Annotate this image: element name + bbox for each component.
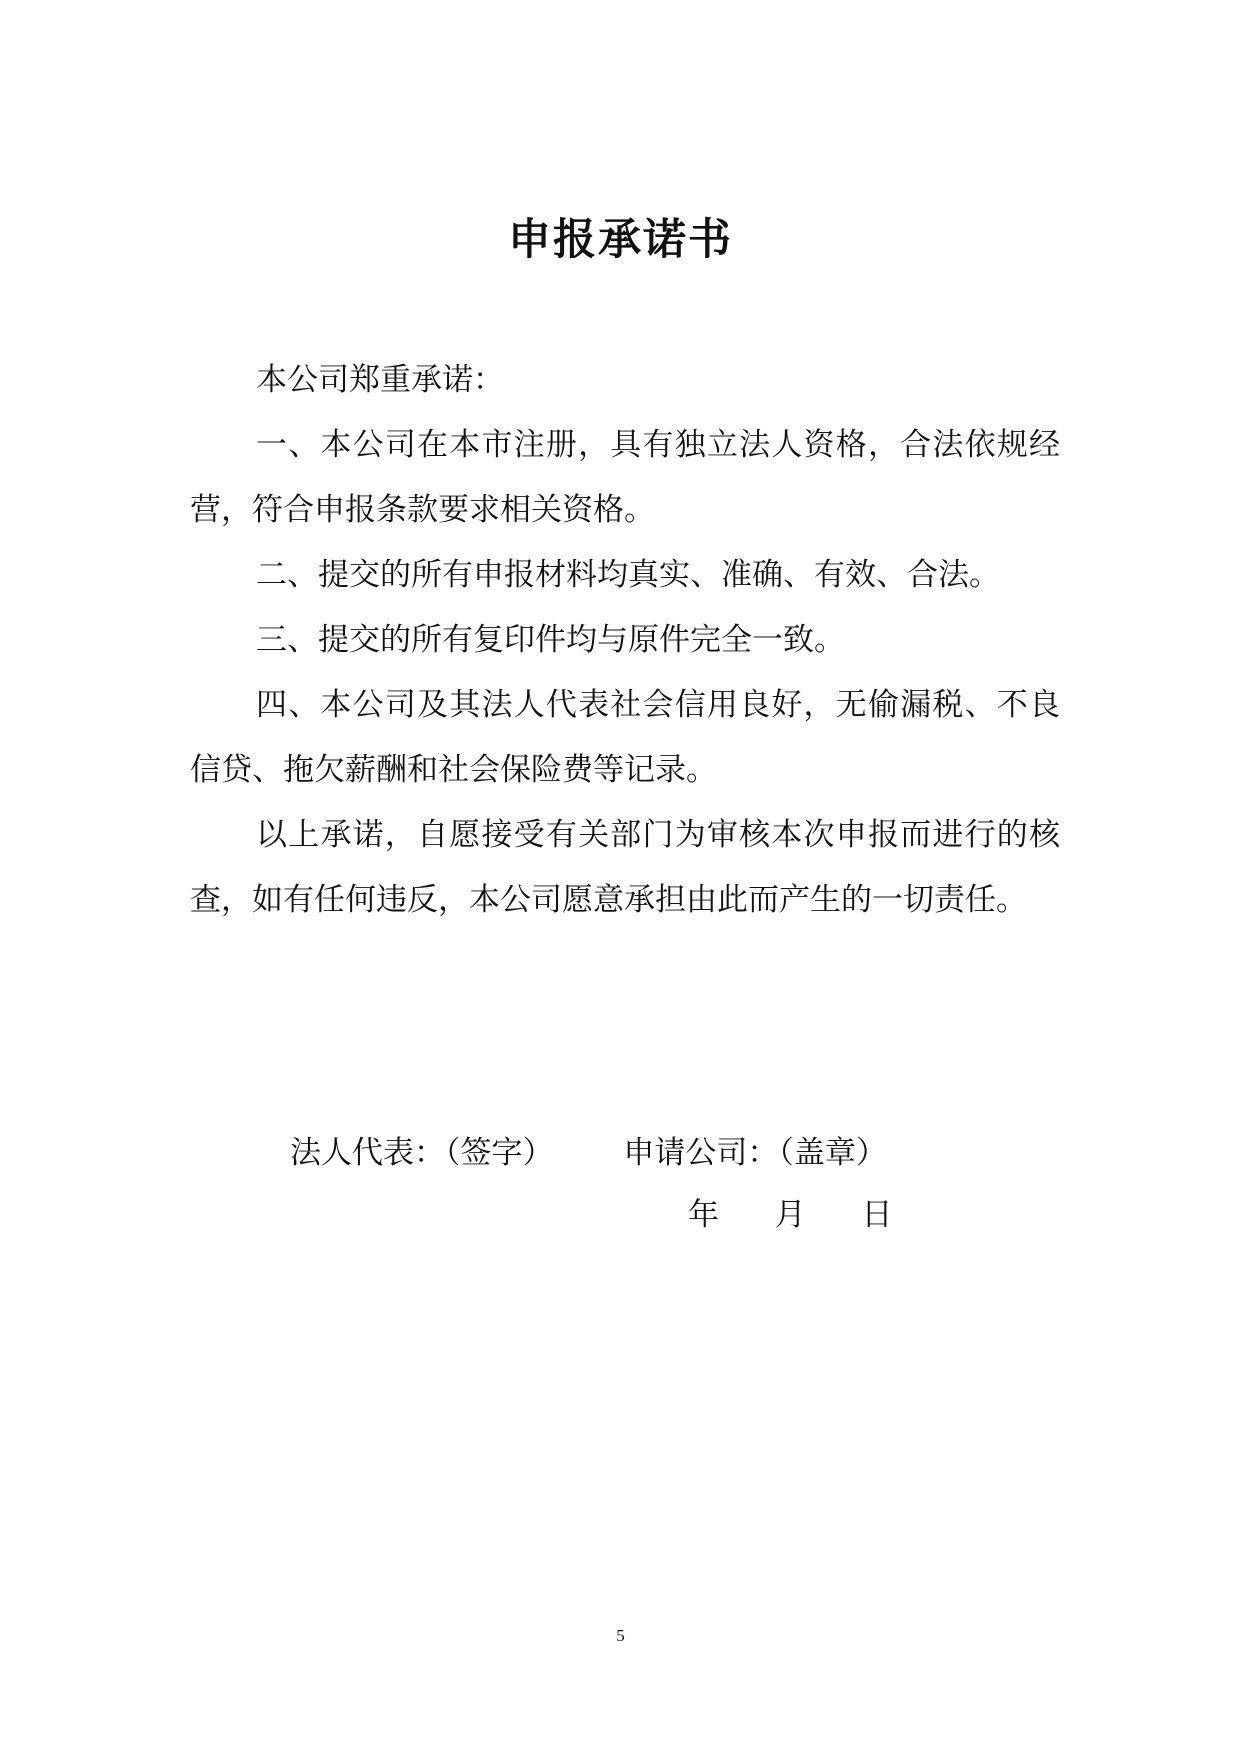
paragraph-item-3: 三、提交的所有复印件均与原件完全一致。 [256,622,845,658]
document-body [190,348,1060,933]
paragraph-item-1: 一、本公司在本市注册，具有独立法人资格，合法依规经营，符合申报条款要求相关资格。 [190,427,1060,528]
date-line [688,1190,892,1240]
paragraph-item-4: 四、本公司及其法人代表社会信用良好，无偷漏税、不良信贷、拖欠薪酬和社会保险费等记录。 [190,687,1060,788]
page-number: 5 [616,1626,625,1645]
paragraph-intro: 本公司郑重承诺： [256,362,504,398]
signature-line [290,1128,887,1178]
legal-representative-signature: 法人代表：（签字） [290,1135,554,1171]
paragraph-item-2: 二、提交的所有申报材料均真实、准确、有效、合法。 [256,557,1000,593]
paragraph-closing: 以上承诺，自愿接受有关部门为审核本次申报而进行的核查，如有任何违反，本公司愿意承担由此而产生的一切责任。 [190,817,1060,918]
date-year: 年 [688,1197,719,1233]
date-month: 月 [774,1197,806,1233]
document-title: 申报承诺书 [508,215,733,265]
date-day: 日 [861,1197,893,1233]
company-seal: 申请公司：（盖章） [623,1135,887,1171]
